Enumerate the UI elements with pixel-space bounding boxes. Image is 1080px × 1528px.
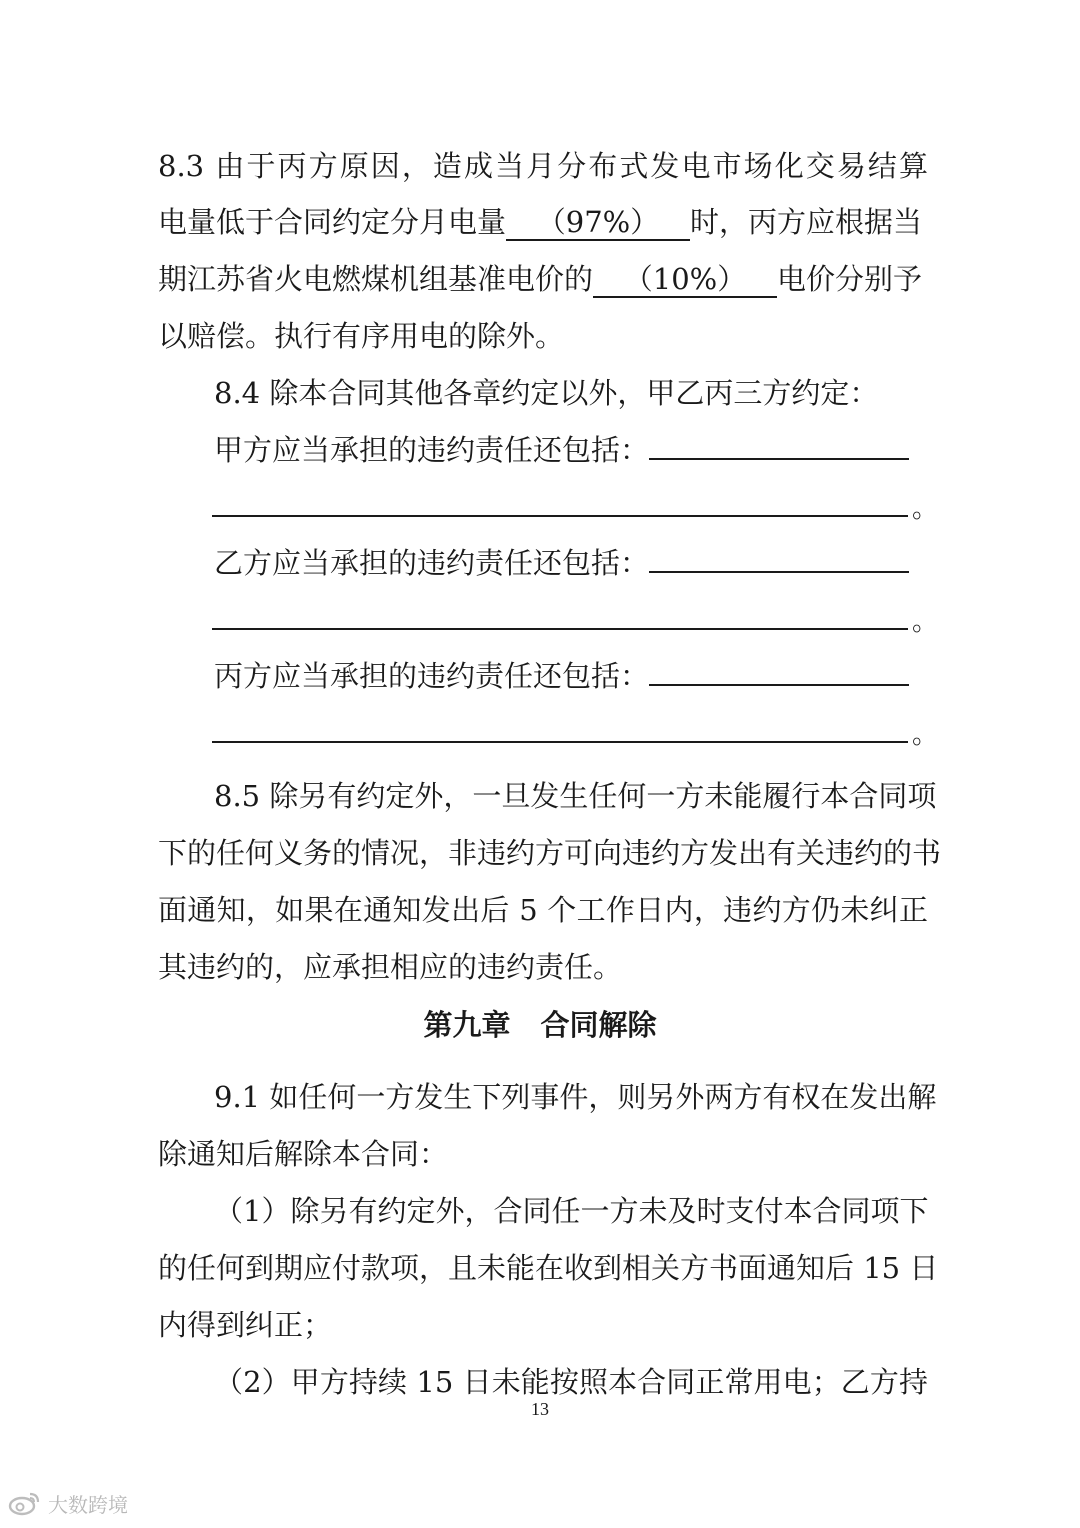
clause-8-3-line-4: 以赔偿。执行有序用电的除外。 bbox=[158, 319, 565, 353]
clause-8-4-line-1: 8.4 除本合同其他各章约定以外，甲乙丙三方约定： bbox=[214, 376, 879, 410]
clause-8-5-line-3: 面通知，如果在通知发出后 5 个工作日内，违约方仍未纠正 bbox=[158, 893, 928, 927]
chapter-heading bbox=[0, 1005, 1080, 1045]
clause-8-3-line-2 bbox=[158, 202, 928, 242]
clause-8-3-text-c: 期江苏省火电燃煤机组基准电价的 bbox=[158, 262, 594, 296]
watermark-text: 大数跨境 bbox=[48, 1492, 128, 1517]
compensation-percent-field: （10%） bbox=[593, 262, 777, 298]
clause-8-5-line-2: 下的任何义务的情况，非违约方可向违约方发出有关违约的书 bbox=[158, 836, 942, 870]
clause-8-5-line-4: 其违约的，应承担相应的违约责任。 bbox=[158, 950, 623, 984]
page-number: 13 bbox=[531, 1399, 549, 1419]
clause-8-5-line-1: 8.5 除另有约定外，一旦发生任何一方未能履行本合同项 bbox=[214, 779, 937, 813]
party-b-liability-line bbox=[214, 543, 984, 583]
party-b-end-mark: 。 bbox=[912, 607, 939, 637]
party-a-liability-rule bbox=[212, 515, 908, 517]
party-c-liability-rule bbox=[212, 741, 908, 743]
party-c-liability-blank bbox=[649, 656, 909, 686]
party-a-liability-label: 甲方应当承担的违约责任还包括： bbox=[214, 433, 650, 467]
weibo-logo-icon bbox=[8, 1490, 42, 1516]
party-b-liability-blank bbox=[649, 543, 909, 573]
clause-9-1-line-2: 除通知后解除本合同： bbox=[158, 1137, 449, 1171]
monthly-volume-percent-field: （97%） bbox=[506, 205, 690, 241]
party-b-liability-rule bbox=[212, 628, 908, 630]
clause-8-3-line-1: 8.3 由于丙方原因，造成当月分布式发电市场化交易结算 bbox=[158, 149, 928, 183]
clause-8-3-text-a: 电量低于合同约定分月电量 bbox=[158, 205, 507, 239]
clause-9-1-line-1: 9.1 如任何一方发生下列事件，则另外两方有权在发出解 bbox=[214, 1080, 937, 1114]
item-1-line-3: 内得到纠正； bbox=[158, 1308, 333, 1342]
party-a-liability-line bbox=[214, 430, 984, 470]
clause-8-3-text-b: 时，丙方应根据当 bbox=[690, 205, 923, 239]
party-b-liability-label: 乙方应当承担的违约责任还包括： bbox=[214, 546, 650, 580]
party-a-end-mark: 。 bbox=[912, 494, 939, 524]
party-c-liability-label: 丙方应当承担的违约责任还包括： bbox=[214, 659, 650, 693]
chapter-number: 第九章 bbox=[423, 1008, 511, 1042]
clause-8-3-text-d: 电价分别予 bbox=[777, 262, 923, 296]
item-1-line-2: 的任何到期应付款项，且未能在收到相关方书面通知后 15 日 bbox=[158, 1251, 939, 1285]
clause-8-3-line-3 bbox=[158, 259, 928, 299]
item-2-line-1: （2）甲方持续 15 日未能按照本合同正常用电；乙方持 bbox=[214, 1365, 928, 1399]
party-c-end-mark: 。 bbox=[912, 720, 939, 750]
item-1-line-1: （1）除另有约定外，合同任一方未及时支付本合同项下 bbox=[214, 1194, 929, 1228]
party-c-liability-line bbox=[214, 656, 984, 696]
party-a-liability-blank bbox=[649, 430, 909, 460]
watermark bbox=[8, 1488, 128, 1518]
chapter-title: 合同解除 bbox=[540, 1008, 657, 1042]
